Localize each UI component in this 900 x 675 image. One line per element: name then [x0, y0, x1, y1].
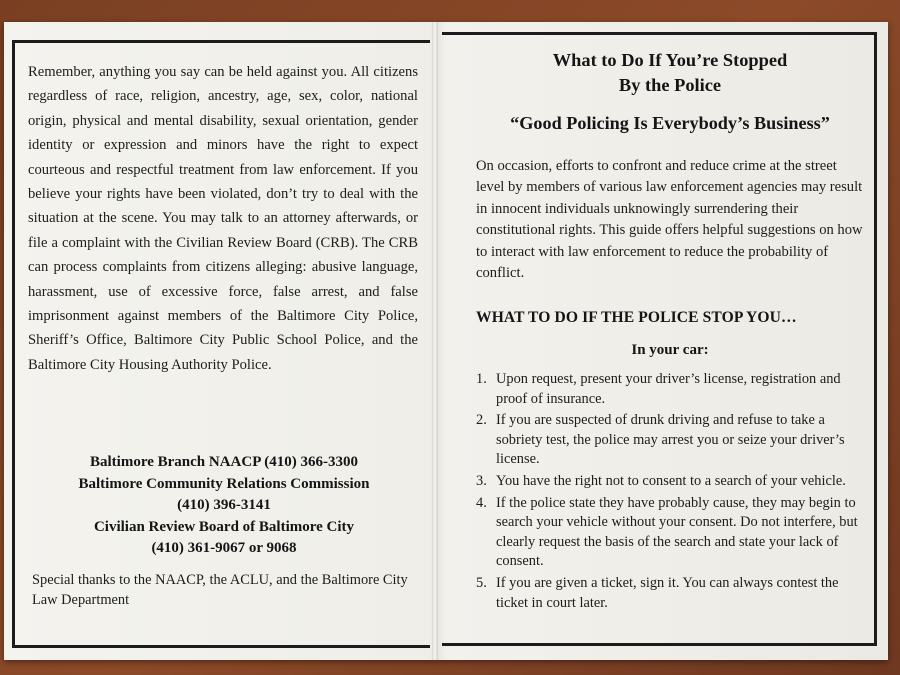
- item-number: 1.: [476, 371, 487, 387]
- title-line: By the Police: [618, 75, 722, 95]
- intro-paragraph: On occasion, efforts to confront and reduce crime at the street level by members of various law enforcement agencies may result in innocent individuals unknowingly surrendering their constitutional rights. This guide offers helpful suggestions on how to interact with law enforcement to reduce the probability of conflict.: [476, 158, 863, 282]
- item-text: If you are given a ticket, sign it. You can always contest the ticket in court later.: [496, 574, 839, 611]
- list-item: [476, 574, 868, 613]
- acknowledgements: Special thanks to the NAACP, the ACLU, and the Baltimore City Law Department: [32, 572, 408, 608]
- item-text: If you are suspected of drunk driving and refuse to take a sobriety test, the police may arrest you or seize your driver’s license.: [496, 412, 845, 468]
- contact-line: (410) 396-3141: [177, 497, 271, 513]
- center-fold: [432, 22, 438, 660]
- list-item: [476, 411, 868, 470]
- instructions-list: [476, 370, 868, 615]
- list-item: [476, 472, 868, 492]
- pamphlet-title: [470, 48, 870, 98]
- item-number: 4.: [476, 494, 487, 511]
- section-heading: WHAT TO DO IF THE POLICE STOP YOU…: [476, 309, 797, 326]
- contact-line: (410) 361-9067 or 9068: [151, 540, 297, 556]
- item-text: If the police state they have probably cause, they may begin to search your vehicle without your consent. Do not interfere, but clearly request the basis of the search and state your lack of consent.: [496, 494, 858, 570]
- item-number: 2.: [476, 412, 487, 429]
- rights-paragraph: Remember, anything you say can be held against you. All citizens regardless of race, religion, ancestry, age, sex, color, national origin, physical and mental disability, sexual orientation, gender identity or expression and minors have the right to expect courteous and respectful treatment from law enforcement. If you believe your rights have been violated, don’t try to deal with the situation at the scene. You may talk to an attorney afterwards, or file a complaint with the Civilian Review Board (CRB). The CRB can process complaints from citizens alleging: abusive language, harassment, use of excessive force, false arrest, and false imprisonment against members of the Baltimore City Police, Sheriff’s Office, Baltimore City Public School Police, and the Baltimore City Housing Authority Police.: [28, 64, 418, 373]
- section-subheading: In your car:: [631, 342, 709, 358]
- contact-line: Civilian Review Board of Baltimore City: [93, 518, 355, 535]
- item-number: 5.: [476, 574, 487, 591]
- item-text: Upon request, present your driver’s license, registration and proof of insurance.: [496, 371, 841, 407]
- list-item: [476, 370, 868, 409]
- list-item: [476, 494, 868, 572]
- item-number: 3.: [476, 472, 487, 489]
- contact-line: Baltimore Branch NAACP (410) 366-3300: [89, 454, 359, 470]
- contact-line: Baltimore Community Relations Commission: [78, 475, 370, 492]
- title-line: What to Do If You’re Stopped: [552, 50, 788, 70]
- contact-list: [28, 452, 420, 560]
- slogan: “Good Policing Is Everybody’s Business”: [510, 113, 830, 133]
- item-text: You have the right not to consent to a search of your vehicle.: [496, 472, 846, 489]
